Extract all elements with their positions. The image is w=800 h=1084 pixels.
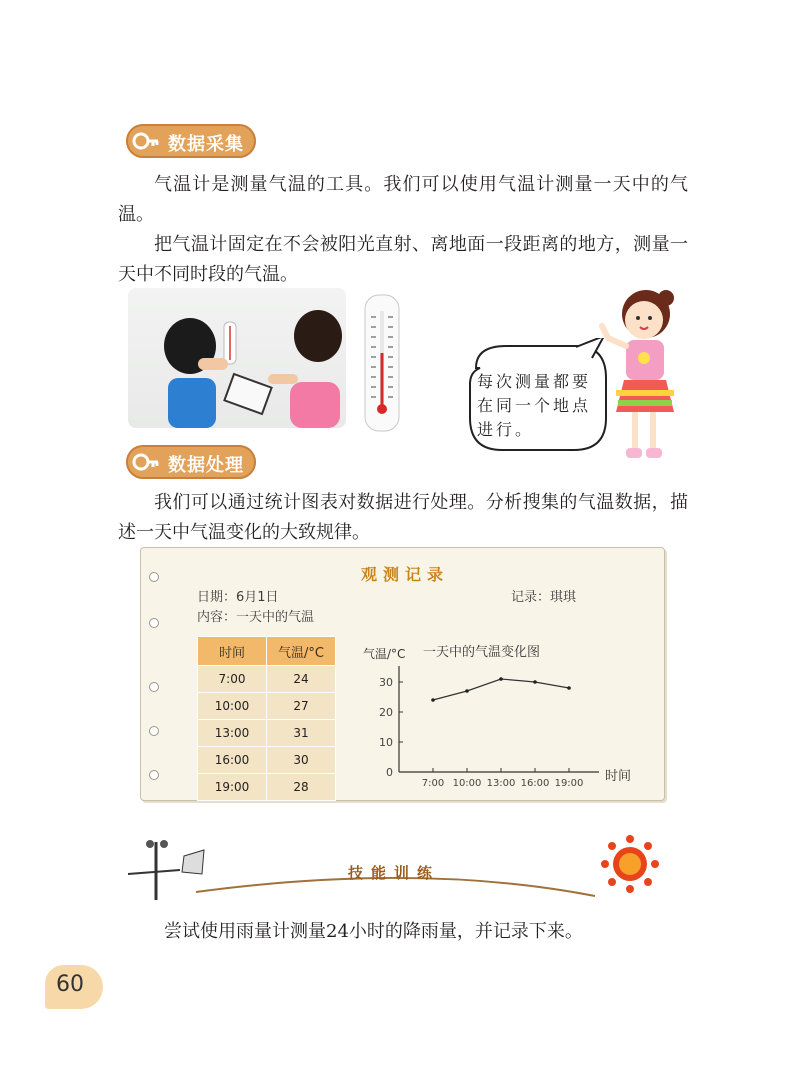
page-number: 60 <box>56 972 84 997</box>
record-date: 日期：6月1日 <box>197 590 279 605</box>
paragraph: 把气温计固定在不会被阳光直射、离地面一段距离的地方，测量一天中不同时段的气温。 <box>118 234 688 285</box>
sun-icon <box>601 835 659 893</box>
cell-temp: 24 <box>267 666 336 693</box>
table-row <box>198 774 336 801</box>
table-row <box>198 693 336 720</box>
section-title: 数据处理 <box>168 455 244 476</box>
data-point <box>431 698 435 702</box>
speech-bubble-text: 每次测量都要在同一个地点进行。 <box>477 372 592 439</box>
cell-time: 16:00 <box>198 747 267 774</box>
cell-temp: 28 <box>267 774 336 801</box>
table-row <box>198 720 336 747</box>
temperature-line-chart <box>359 620 649 800</box>
data-point <box>465 689 469 693</box>
collect-paragraphs <box>118 170 688 290</box>
data-point <box>499 677 503 681</box>
record-recorder: 记录：琪琪 <box>511 590 577 605</box>
y-tick-label: 0 <box>386 766 393 779</box>
section-tag-data-processing <box>126 445 256 479</box>
table-row <box>198 666 336 693</box>
process-paragraphs <box>118 488 688 548</box>
cell-time: 10:00 <box>198 693 267 720</box>
cell-time: 7:00 <box>198 666 267 693</box>
column-header: 气温/°C <box>267 637 336 666</box>
record-title: 观测记录 <box>361 565 450 584</box>
binder-hole <box>149 682 159 692</box>
paragraph: 气温计是测量气温的工具。我们可以使用气温计测量一天中的气温。 <box>118 174 688 225</box>
skill-training-title: 技能训练 <box>348 864 441 882</box>
binder-hole <box>149 618 159 628</box>
section-tag-data-collection <box>126 124 256 158</box>
table-row <box>198 747 336 774</box>
binder-hole <box>149 726 159 736</box>
section-title: 数据采集 <box>168 134 244 155</box>
cell-temp: 31 <box>267 720 336 747</box>
chart-title: 一天中的气温变化图 <box>423 645 541 660</box>
x-axis-label: 时间 <box>605 769 632 784</box>
key-icon <box>132 450 160 474</box>
cell-temp: 30 <box>267 747 336 774</box>
temperature-table <box>197 636 336 801</box>
skill-training-banner <box>120 822 665 912</box>
y-tick-label: 30 <box>379 676 393 689</box>
x-tick-label: 13:00 <box>486 778 516 789</box>
observation-record <box>140 547 665 801</box>
y-tick-label: 10 <box>379 736 393 749</box>
y-axis-label: 气温/°C <box>363 647 406 661</box>
table-header-row <box>198 637 336 666</box>
exercise-text: 尝试使用雨量计测量24小时的降雨量，并记录下来。 <box>164 921 583 942</box>
cell-time: 13:00 <box>198 720 267 747</box>
record-content: 内容：一天中的气温 <box>197 610 315 625</box>
data-point <box>567 686 571 690</box>
x-tick-label: 19:00 <box>554 778 584 789</box>
x-tick-label: 7:00 <box>421 778 445 789</box>
cell-temp: 27 <box>267 693 336 720</box>
cell-time: 19:00 <box>198 774 267 801</box>
binder-hole <box>149 770 159 780</box>
x-tick-label: 10:00 <box>452 778 482 789</box>
x-tick-label: 16:00 <box>520 778 550 789</box>
key-icon <box>132 129 160 153</box>
series-line <box>433 679 569 700</box>
paragraph: 我们可以通过统计图表对数据进行处理。分析搜集的气温数据，描述一天中气温变化的大致规律。 <box>118 492 688 543</box>
thermometer-icon <box>363 293 401 433</box>
children-measuring-photo <box>128 288 346 428</box>
binder-hole <box>149 572 159 582</box>
y-tick-label: 20 <box>379 706 393 719</box>
data-point <box>533 680 537 684</box>
weather-vane-icon <box>128 840 204 900</box>
girl-illustration <box>596 282 688 467</box>
column-header: 时间 <box>198 637 267 666</box>
